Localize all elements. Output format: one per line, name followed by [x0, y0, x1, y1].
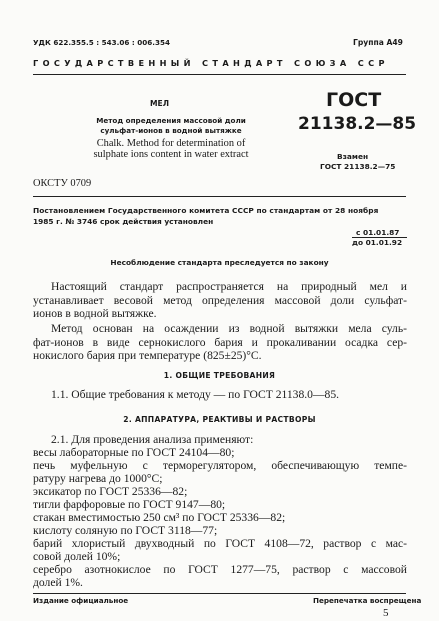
section-2-heading: 2. АППАРАТУРА, РЕАКТИВЫ И РАСТВОРЫ	[123, 415, 316, 424]
list-item: совой долей 10%;	[33, 550, 121, 563]
gost-number: 21138.2—85	[298, 114, 417, 134]
title-ru-line2: сульфат-ионов в водной вытяжке	[100, 126, 242, 135]
footer-official-edition: Издание официальное	[33, 596, 129, 605]
list-item: эксикатор по ГОСТ 25336—82;	[33, 485, 188, 498]
section-1-text: 1.1. Общие требования к методу — по ГОСТ 21138.0—85.	[51, 388, 340, 401]
intro-p1-line3: ионов в водной вытяжке.	[33, 307, 157, 321]
title-ru-line1: Метод определения массовой доли	[96, 116, 246, 125]
gost-label: ГОСТ	[326, 89, 382, 111]
title-en-line2: sulphate ions content in water extract	[93, 149, 249, 160]
list-item: весы лабораторные по ГОСТ 24104—80;	[33, 446, 235, 459]
replaces-label: Взамен	[337, 152, 369, 161]
effective-from: с 01.01.87	[356, 228, 400, 237]
header-rule	[33, 74, 406, 75]
footer-rule	[33, 593, 406, 594]
warning-notice: Несоблюдение стандарта преследуется по закону	[110, 258, 329, 267]
intro-p2-line1: Метод основан на осаждении из водной вытяжки мела суль-	[51, 322, 407, 335]
page-number: 5	[383, 607, 389, 619]
group-code: Группа А49	[353, 38, 403, 47]
decree-line2: 1985 г. № 3746 срок действия установлен	[33, 217, 214, 226]
list-item: барий хлористый двухводный по ГОСТ 4108—72, раствор с мас-	[33, 537, 407, 550]
intro-p2-line3: нокислого бария при температуре (825±25)°С.	[33, 349, 262, 363]
list-item: кислоту соляную по ГОСТ 3118—77;	[33, 524, 218, 537]
section-1-heading: 1. ОБЩИЕ ТРЕБОВАНИЯ	[163, 371, 276, 380]
udk-code: УДК 622.355.5 : 543.06 : 006.354	[33, 38, 171, 47]
list-item: стакан вместимостью 250 см³ по ГОСТ 25336—82;	[33, 511, 286, 524]
title-rule	[33, 196, 406, 197]
effective-to: до 01.01.92	[352, 238, 403, 247]
list-item: печь муфельную с терморегулятором, обеспечивающую темпе-	[33, 459, 407, 472]
replaces-value: ГОСТ 21138.2—75	[320, 162, 396, 171]
footer-reprint-prohibited: Перепечатка воспрещена	[313, 596, 422, 605]
intro-p2-line2: фат-ионов в виде сернокислого бария и прокаливании осадка сер-	[33, 335, 407, 349]
intro-paragraph-1	[33, 280, 407, 321]
list-item: тигли фарфоровые по ГОСТ 9147—80;	[33, 498, 226, 511]
decree-line1: Постановлением Государственного комитета СССР по стандартам от 28 ноября	[33, 206, 379, 215]
subject-title: МЕЛ	[150, 99, 170, 108]
title-en-line1: Chalk. Method for determination of	[96, 138, 246, 149]
list-item: долей 1%.	[33, 576, 83, 589]
intro-paragraph-2	[33, 322, 407, 363]
okstu-code: ОКСТУ 0709	[33, 178, 92, 189]
list-item: ратуру нагрева до 1000°С;	[33, 472, 163, 485]
intro-p1-line1: Настоящий стандарт распространяется на природный мел и	[51, 280, 407, 293]
intro-p1-line2: устанавливает весовой метод определения массовой доли сульфат-	[33, 293, 407, 307]
section-2-intro: 2.1. Для проведения анализа применяют:	[51, 433, 254, 446]
state-standard-banner: ГОСУДАРСТВЕННЫЙ СТАНДАРТ СОЮЗА ССР	[33, 58, 389, 68]
list-item: серебро азотнокислое по ГОСТ 1277—75, раствор с массовой	[33, 563, 407, 576]
